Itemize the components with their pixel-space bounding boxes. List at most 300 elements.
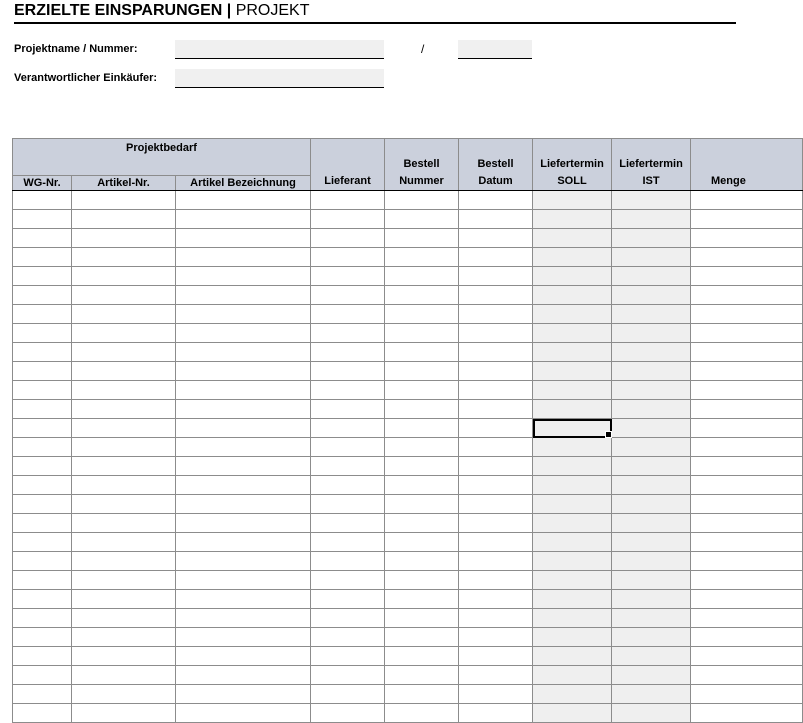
cell-artikel-bez[interactable] — [176, 419, 311, 438]
cell-menge[interactable] — [691, 343, 803, 362]
cell-lieferant[interactable] — [311, 305, 385, 324]
cell-bestell-nummer[interactable] — [385, 476, 459, 495]
cell-menge[interactable] — [691, 704, 803, 723]
title-main: ERZIELTE EINSPARUNGEN — [14, 2, 223, 19]
cell-menge[interactable] — [691, 191, 803, 210]
cell-artikel-nr[interactable] — [72, 609, 176, 628]
cell-liefertermin-ist[interactable] — [612, 514, 691, 533]
project-slash: / — [421, 42, 425, 56]
cell-liefertermin-soll[interactable] — [533, 305, 612, 324]
cell-artikel-nr[interactable] — [72, 419, 176, 438]
cell-bestell-datum[interactable] — [459, 533, 533, 552]
cell-bestell-datum[interactable] — [459, 495, 533, 514]
table-body — [13, 191, 803, 723]
cell-artikel-nr[interactable] — [72, 628, 176, 647]
cell-bestell-nummer[interactable] — [385, 685, 459, 704]
cell-wg-nr[interactable] — [13, 685, 72, 704]
cell-liefertermin-soll[interactable] — [533, 381, 612, 400]
cell-lieferant[interactable] — [311, 609, 385, 628]
cell-bestell-datum[interactable] — [459, 305, 533, 324]
header-menge — [691, 139, 803, 191]
cell-lieferant[interactable] — [311, 381, 385, 400]
cell-menge[interactable] — [691, 381, 803, 400]
cell-artikel-bez[interactable] — [176, 571, 311, 590]
cell-liefertermin-soll[interactable] — [533, 514, 612, 533]
cell-artikel-nr[interactable] — [72, 286, 176, 305]
cell-bestell-nummer[interactable] — [385, 419, 459, 438]
cell-bestell-nummer[interactable] — [385, 324, 459, 343]
cell-artikel-bez[interactable] — [176, 476, 311, 495]
cell-lieferant[interactable] — [311, 628, 385, 647]
cell-liefertermin-ist[interactable] — [612, 647, 691, 666]
cell-artikel-nr[interactable] — [72, 438, 176, 457]
cell-lieferant[interactable] — [311, 286, 385, 305]
header-line1: Liefertermin — [619, 158, 683, 170]
cell-liefertermin-soll[interactable] — [533, 666, 612, 685]
cell-wg-nr[interactable] — [13, 571, 72, 590]
cell-liefertermin-ist[interactable] — [612, 419, 691, 438]
cell-wg-nr[interactable] — [13, 324, 72, 343]
cell-wg-nr[interactable] — [13, 343, 72, 362]
cell-wg-nr[interactable] — [13, 476, 72, 495]
cell-bestell-datum[interactable] — [459, 210, 533, 229]
cell-bestell-nummer[interactable] — [385, 400, 459, 419]
cell-artikel-nr[interactable] — [72, 400, 176, 419]
cell-bestell-datum[interactable] — [459, 381, 533, 400]
cell-liefertermin-ist[interactable] — [612, 666, 691, 685]
cell-menge[interactable] — [691, 590, 803, 609]
cell-lieferant[interactable] — [311, 267, 385, 286]
header-lieferant — [311, 139, 385, 191]
cell-bestell-datum[interactable] — [459, 229, 533, 248]
cell-wg-nr[interactable] — [13, 286, 72, 305]
cell-liefertermin-soll[interactable] — [533, 590, 612, 609]
table-row — [13, 438, 803, 457]
header-line1 — [711, 156, 802, 173]
cell-bestell-datum[interactable] — [459, 685, 533, 704]
table-row — [13, 704, 803, 723]
cell-artikel-bez[interactable] — [176, 533, 311, 552]
header-line2: SOLL — [557, 175, 587, 187]
cell-lieferant[interactable] — [311, 324, 385, 343]
cell-liefertermin-ist[interactable] — [612, 552, 691, 571]
cell-artikel-nr[interactable] — [72, 381, 176, 400]
cell-wg-nr[interactable] — [13, 362, 72, 381]
cell-lieferant[interactable] — [311, 229, 385, 248]
cell-bestell-datum[interactable] — [459, 476, 533, 495]
cell-liefertermin-soll[interactable] — [533, 609, 612, 628]
cell-liefertermin-soll[interactable] — [533, 704, 612, 723]
cell-lieferant[interactable] — [311, 495, 385, 514]
cell-bestell-nummer[interactable] — [385, 229, 459, 248]
cell-bestell-datum[interactable] — [459, 362, 533, 381]
header-line2: Nummer — [399, 175, 444, 187]
cell-artikel-bez[interactable] — [176, 495, 311, 514]
cell-wg-nr[interactable] — [13, 267, 72, 286]
cell-bestell-nummer[interactable] — [385, 590, 459, 609]
cell-artikel-bez[interactable] — [176, 286, 311, 305]
title-separator: | — [226, 2, 232, 19]
cell-bestell-datum[interactable] — [459, 590, 533, 609]
cell-artikel-bez[interactable] — [176, 628, 311, 647]
cell-menge[interactable] — [691, 286, 803, 305]
cell-menge[interactable] — [691, 229, 803, 248]
table-row — [13, 324, 803, 343]
cell-artikel-nr[interactable] — [72, 571, 176, 590]
cell-liefertermin-ist[interactable] — [612, 362, 691, 381]
cell-bestell-datum[interactable] — [459, 400, 533, 419]
cell-artikel-bez[interactable] — [176, 343, 311, 362]
table-row — [13, 609, 803, 628]
cell-artikel-bez[interactable] — [176, 229, 311, 248]
cell-bestell-nummer[interactable] — [385, 305, 459, 324]
cell-liefertermin-soll[interactable] — [533, 571, 612, 590]
cell-menge[interactable] — [691, 514, 803, 533]
cell-bestell-nummer[interactable] — [385, 248, 459, 267]
cell-artikel-nr[interactable] — [72, 457, 176, 476]
cell-menge[interactable] — [691, 609, 803, 628]
cell-bestell-nummer[interactable] — [385, 267, 459, 286]
fill-handle[interactable] — [605, 431, 612, 438]
cell-artikel-nr[interactable] — [72, 647, 176, 666]
cell-artikel-bez[interactable] — [176, 609, 311, 628]
cell-lieferant[interactable] — [311, 590, 385, 609]
cell-liefertermin-ist[interactable] — [612, 476, 691, 495]
cell-lieferant[interactable] — [311, 685, 385, 704]
cell-wg-nr[interactable] — [13, 419, 72, 438]
cell-lieferant[interactable] — [311, 419, 385, 438]
cell-lieferant[interactable] — [311, 666, 385, 685]
table-row — [13, 419, 803, 438]
cell-wg-nr[interactable] — [13, 628, 72, 647]
cell-liefertermin-ist[interactable] — [612, 495, 691, 514]
savings-table-container — [12, 138, 746, 722]
cell-artikel-nr[interactable] — [72, 590, 176, 609]
cell-wg-nr[interactable] — [13, 514, 72, 533]
cell-bestell-nummer[interactable] — [385, 343, 459, 362]
cell-wg-nr[interactable] — [13, 400, 72, 419]
cell-artikel-bez[interactable] — [176, 666, 311, 685]
cell-menge[interactable] — [691, 533, 803, 552]
cell-lieferant[interactable] — [311, 362, 385, 381]
table-row — [13, 191, 803, 210]
cell-bestell-datum[interactable] — [459, 628, 533, 647]
cell-wg-nr[interactable] — [13, 495, 72, 514]
page-title — [14, 0, 736, 24]
cell-lieferant[interactable] — [311, 514, 385, 533]
cell-liefertermin-ist[interactable] — [612, 590, 691, 609]
cell-artikel-bez[interactable] — [176, 305, 311, 324]
cell-liefertermin-soll[interactable] — [533, 191, 612, 210]
project-number-input[interactable] — [458, 40, 532, 59]
cell-menge[interactable] — [691, 571, 803, 590]
cell-artikel-bez[interactable] — [176, 552, 311, 571]
cell-bestell-datum[interactable] — [459, 438, 533, 457]
cell-artikel-nr[interactable] — [72, 210, 176, 229]
cell-liefertermin-soll[interactable] — [533, 210, 612, 229]
cell-menge[interactable] — [691, 248, 803, 267]
cell-menge[interactable] — [691, 419, 803, 438]
cell-wg-nr[interactable] — [13, 210, 72, 229]
cell-artikel-nr[interactable] — [72, 362, 176, 381]
cell-bestell-datum[interactable] — [459, 609, 533, 628]
cell-menge[interactable] — [691, 267, 803, 286]
cell-artikel-bez[interactable] — [176, 685, 311, 704]
table-row — [13, 666, 803, 685]
cell-bestell-nummer[interactable] — [385, 609, 459, 628]
cell-menge[interactable] — [691, 666, 803, 685]
cell-lieferant[interactable] — [311, 704, 385, 723]
cell-liefertermin-soll[interactable] — [533, 647, 612, 666]
cell-menge[interactable] — [691, 438, 803, 457]
cell-bestell-datum[interactable] — [459, 248, 533, 267]
cell-wg-nr[interactable] — [13, 609, 72, 628]
cell-artikel-nr[interactable] — [72, 685, 176, 704]
cell-artikel-bez[interactable] — [176, 590, 311, 609]
cell-artikel-nr[interactable] — [72, 248, 176, 267]
cell-bestell-nummer[interactable] — [385, 191, 459, 210]
cell-menge[interactable] — [691, 305, 803, 324]
cell-wg-nr[interactable] — [13, 533, 72, 552]
cell-liefertermin-ist[interactable] — [612, 438, 691, 457]
cell-wg-nr[interactable] — [13, 191, 72, 210]
cell-bestell-datum[interactable] — [459, 552, 533, 571]
table-row — [13, 552, 803, 571]
cell-liefertermin-ist[interactable] — [612, 381, 691, 400]
header-line2: Datum — [478, 175, 513, 187]
table-row — [13, 628, 803, 647]
table-row — [13, 476, 803, 495]
cell-lieferant[interactable] — [311, 400, 385, 419]
cell-lieferant[interactable] — [311, 476, 385, 495]
cell-liefertermin-ist[interactable] — [612, 286, 691, 305]
cell-menge[interactable] — [691, 457, 803, 476]
cell-liefertermin-soll[interactable] — [533, 400, 612, 419]
buyer-label: Verantwortlicher Einkäufer: — [14, 72, 158, 84]
cell-liefertermin-ist[interactable] — [612, 704, 691, 723]
cell-bestell-nummer[interactable] — [385, 647, 459, 666]
cell-liefertermin-ist[interactable] — [612, 685, 691, 704]
table-row — [13, 343, 803, 362]
cell-bestell-nummer[interactable] — [385, 571, 459, 590]
cell-lieferant[interactable] — [311, 457, 385, 476]
cell-bestell-datum[interactable] — [459, 647, 533, 666]
cell-lieferant[interactable] — [311, 533, 385, 552]
cell-liefertermin-soll[interactable] — [533, 324, 612, 343]
cell-artikel-bez[interactable] — [176, 191, 311, 210]
cell-lieferant[interactable] — [311, 210, 385, 229]
cell-bestell-nummer[interactable] — [385, 286, 459, 305]
cell-artikel-nr[interactable] — [72, 267, 176, 286]
cell-artikel-bez[interactable] — [176, 647, 311, 666]
cell-wg-nr[interactable] — [13, 666, 72, 685]
cell-liefertermin-soll[interactable] — [533, 229, 612, 248]
cell-liefertermin-soll[interactable] — [533, 286, 612, 305]
cell-liefertermin-soll[interactable] — [533, 533, 612, 552]
cell-bestell-nummer[interactable] — [385, 381, 459, 400]
cell-menge[interactable] — [691, 628, 803, 647]
cell-bestell-nummer[interactable] — [385, 438, 459, 457]
cell-bestell-datum[interactable] — [459, 191, 533, 210]
cell-bestell-datum[interactable] — [459, 286, 533, 305]
cell-wg-nr[interactable] — [13, 305, 72, 324]
cell-liefertermin-ist[interactable] — [612, 210, 691, 229]
cell-wg-nr[interactable] — [13, 229, 72, 248]
cell-lieferant[interactable] — [311, 191, 385, 210]
cell-menge[interactable] — [691, 495, 803, 514]
cell-wg-nr[interactable] — [13, 552, 72, 571]
cell-lieferant[interactable] — [311, 571, 385, 590]
cell-wg-nr[interactable] — [13, 438, 72, 457]
table-row — [13, 229, 803, 248]
cell-wg-nr[interactable] — [13, 590, 72, 609]
cell-artikel-bez[interactable] — [176, 210, 311, 229]
cell-bestell-nummer[interactable] — [385, 552, 459, 571]
cell-artikel-bez[interactable] — [176, 248, 311, 267]
cell-bestell-nummer[interactable] — [385, 457, 459, 476]
cell-liefertermin-ist[interactable] — [612, 457, 691, 476]
cell-liefertermin-ist[interactable] — [612, 533, 691, 552]
cell-artikel-bez[interactable] — [176, 381, 311, 400]
cell-bestell-nummer[interactable] — [385, 704, 459, 723]
cell-liefertermin-ist[interactable] — [612, 191, 691, 210]
cell-wg-nr[interactable] — [13, 704, 72, 723]
cell-bestell-datum[interactable] — [459, 666, 533, 685]
cell-artikel-bez[interactable] — [176, 514, 311, 533]
cell-artikel-nr[interactable] — [72, 495, 176, 514]
table-row — [13, 305, 803, 324]
cell-bestell-datum[interactable] — [459, 571, 533, 590]
cell-menge[interactable] — [691, 685, 803, 704]
cell-bestell-nummer[interactable] — [385, 533, 459, 552]
cell-artikel-nr[interactable] — [72, 324, 176, 343]
table-row — [13, 495, 803, 514]
cell-lieferant[interactable] — [311, 248, 385, 267]
cell-menge[interactable] — [691, 647, 803, 666]
cell-artikel-bez[interactable] — [176, 457, 311, 476]
cell-bestell-nummer[interactable] — [385, 666, 459, 685]
cell-artikel-bez[interactable] — [176, 324, 311, 343]
cell-bestell-datum[interactable] — [459, 267, 533, 286]
cell-liefertermin-soll[interactable] — [533, 495, 612, 514]
cell-liefertermin-ist[interactable] — [612, 305, 691, 324]
cell-lieferant[interactable] — [311, 343, 385, 362]
header-line2: IST — [642, 175, 660, 187]
cell-lieferant[interactable] — [311, 438, 385, 457]
cell-artikel-nr[interactable] — [72, 704, 176, 723]
header-artikel-nr: Artikel-Nr. — [72, 176, 176, 191]
cell-artikel-nr[interactable] — [72, 305, 176, 324]
cell-liefertermin-ist[interactable] — [612, 628, 691, 647]
cell-artikel-nr[interactable] — [72, 533, 176, 552]
header-bestell-datum — [459, 139, 533, 191]
header-line1: Liefertermin — [540, 158, 604, 170]
cell-artikel-nr[interactable] — [72, 666, 176, 685]
cell-liefertermin-soll[interactable] — [533, 457, 612, 476]
cell-liefertermin-soll[interactable] — [533, 248, 612, 267]
cell-bestell-nummer[interactable] — [385, 210, 459, 229]
table-row — [13, 571, 803, 590]
cell-liefertermin-soll[interactable] — [533, 552, 612, 571]
cell-liefertermin-soll[interactable] — [533, 362, 612, 381]
cell-liefertermin-soll[interactable] — [533, 267, 612, 286]
cell-bestell-nummer[interactable] — [385, 514, 459, 533]
cell-menge[interactable] — [691, 362, 803, 381]
selected-cell[interactable] — [533, 419, 612, 438]
table-row — [13, 685, 803, 704]
buyer-input[interactable] — [175, 69, 384, 88]
cell-artikel-nr[interactable] — [72, 229, 176, 248]
cell-liefertermin-ist[interactable] — [612, 609, 691, 628]
cell-liefertermin-soll[interactable] — [533, 628, 612, 647]
cell-bestell-datum[interactable] — [459, 324, 533, 343]
cell-bestell-datum[interactable] — [459, 343, 533, 362]
cell-liefertermin-soll[interactable] — [533, 343, 612, 362]
cell-liefertermin-soll[interactable] — [533, 438, 612, 457]
cell-liefertermin-ist[interactable] — [612, 267, 691, 286]
cell-artikel-nr[interactable] — [72, 514, 176, 533]
cell-artikel-bez[interactable] — [176, 400, 311, 419]
cell-liefertermin-ist[interactable] — [612, 229, 691, 248]
cell-artikel-nr[interactable] — [72, 191, 176, 210]
cell-liefertermin-ist[interactable] — [612, 400, 691, 419]
cell-artikel-bez[interactable] — [176, 438, 311, 457]
cell-liefertermin-soll[interactable] — [533, 476, 612, 495]
cell-menge[interactable] — [691, 210, 803, 229]
cell-menge[interactable] — [691, 476, 803, 495]
cell-bestell-nummer[interactable] — [385, 362, 459, 381]
cell-bestell-nummer[interactable] — [385, 628, 459, 647]
cell-menge[interactable] — [691, 324, 803, 343]
table-row — [13, 457, 803, 476]
cell-liefertermin-ist[interactable] — [612, 343, 691, 362]
cell-liefertermin-ist[interactable] — [612, 248, 691, 267]
cell-bestell-nummer[interactable] — [385, 495, 459, 514]
cell-bestell-datum[interactable] — [459, 419, 533, 438]
table-row — [13, 286, 803, 305]
cell-lieferant[interactable] — [311, 552, 385, 571]
cell-artikel-bez[interactable] — [176, 267, 311, 286]
cell-wg-nr[interactable] — [13, 647, 72, 666]
cell-bestell-datum[interactable] — [459, 704, 533, 723]
cell-artikel-bez[interactable] — [176, 362, 311, 381]
cell-liefertermin-ist[interactable] — [612, 324, 691, 343]
cell-artikel-bez[interactable] — [176, 704, 311, 723]
cell-artikel-nr[interactable] — [72, 552, 176, 571]
header-line1 — [311, 156, 384, 173]
cell-artikel-nr[interactable] — [72, 476, 176, 495]
cell-menge[interactable] — [691, 552, 803, 571]
header-line2: Lieferant — [324, 175, 371, 187]
cell-wg-nr[interactable] — [13, 381, 72, 400]
table-row — [13, 210, 803, 229]
cell-wg-nr[interactable] — [13, 457, 72, 476]
header-artikel-bezeichnung: Artikel Bezeichnung — [176, 176, 311, 191]
table-row — [13, 514, 803, 533]
cell-bestell-datum[interactable] — [459, 514, 533, 533]
header-wg-nr: WG-Nr. — [13, 176, 72, 191]
cell-bestell-datum[interactable] — [459, 457, 533, 476]
cell-liefertermin-ist[interactable] — [612, 571, 691, 590]
project-name-input[interactable] — [175, 40, 384, 59]
cell-wg-nr[interactable] — [13, 248, 72, 267]
cell-lieferant[interactable] — [311, 647, 385, 666]
cell-menge[interactable] — [691, 400, 803, 419]
cell-artikel-nr[interactable] — [72, 343, 176, 362]
cell-liefertermin-soll[interactable] — [533, 685, 612, 704]
table-row — [13, 248, 803, 267]
header-liefertermin-ist — [612, 139, 691, 191]
